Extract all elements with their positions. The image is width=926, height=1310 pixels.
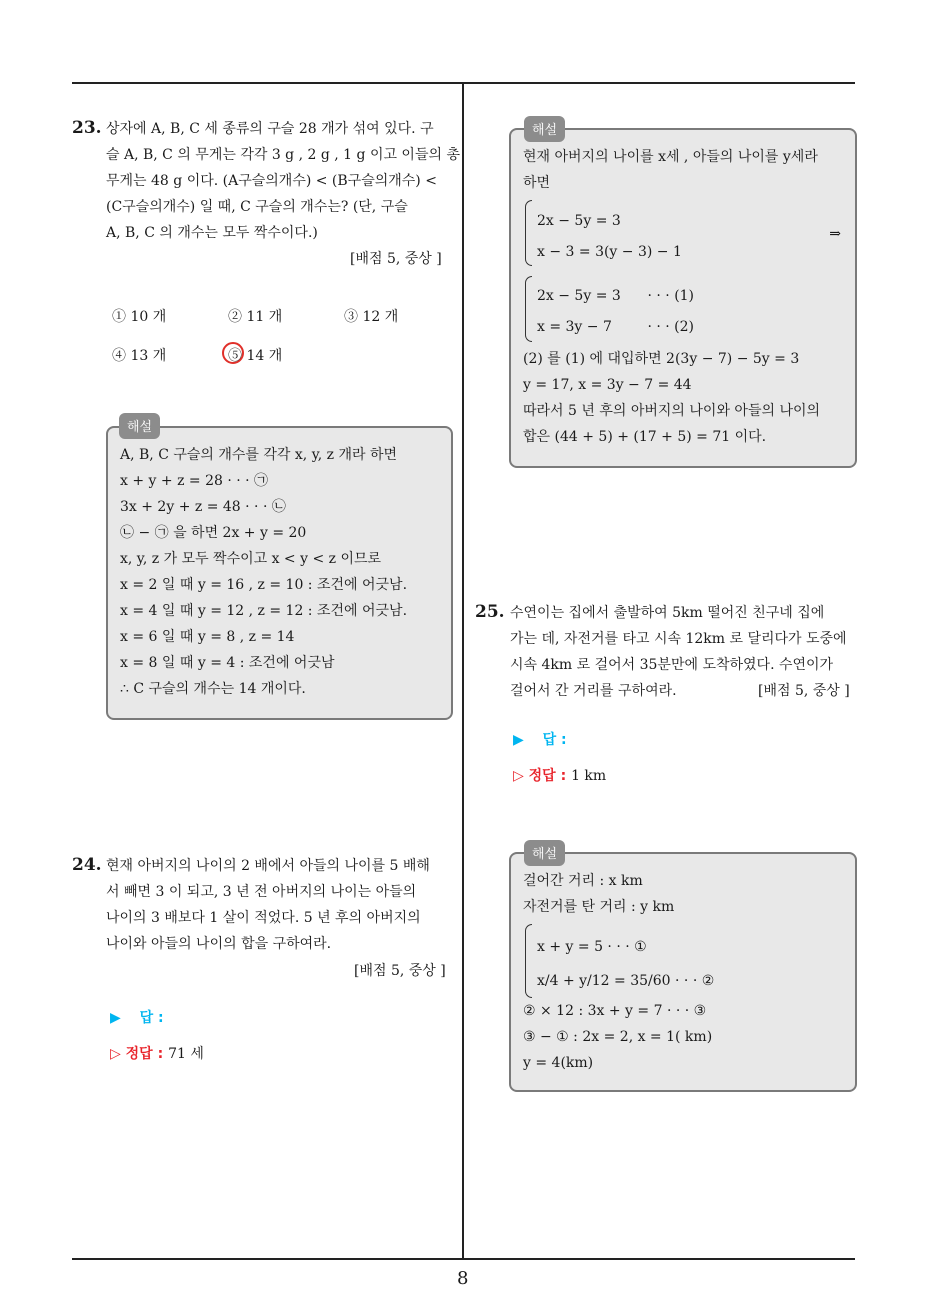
- q25-correct-value: 1 km: [571, 768, 607, 784]
- q24-solution-box: [509, 128, 857, 468]
- q25-solution-line: ③ − ① : 2x = 2, x = 1( km): [523, 1029, 713, 1045]
- q25-correct-row: [513, 765, 606, 785]
- q25-solution-box: [509, 852, 857, 1092]
- q25-solution-line: 걸어간 거리 : x km: [523, 873, 643, 889]
- system-brace: [525, 276, 532, 342]
- q25-solution-tag: 해설: [524, 840, 565, 866]
- q23-solution-line: ∴ C 구슬의 개수는 14 개이다.: [120, 681, 306, 697]
- implies-arrow: ⇒: [829, 226, 841, 242]
- q24-line: 나이의 3 배보다 1 살이 적었다. 5 년 후의 아버지의: [106, 910, 421, 926]
- q23-line: 무게는 48 g 이다. (A구슬의개수) < (B구슬의개수) <: [106, 173, 437, 189]
- bottom-rule: [72, 1258, 855, 1260]
- q23-score: [배점 5, 중상 ]: [350, 251, 442, 267]
- q24-solution-bottom: [523, 346, 820, 450]
- q25-number: 25.: [475, 602, 505, 622]
- q25-line: 수연이는 집에서 출발하여 5km 떨어진 친구네 집에: [510, 605, 825, 621]
- answer-triangle-icon: ▶: [513, 732, 524, 748]
- q23-line: 슬 A, B, C 의 무게는 각각 3 g , 2 g , 1 g 이고 이들의 총: [106, 147, 460, 163]
- q24-text: [106, 853, 456, 957]
- equation: 2x − 5y = 3 · · · (1): [537, 288, 695, 304]
- q25-solution-bottom: [523, 998, 712, 1076]
- q23-solution-line: x = 2 일 때 y = 16 , z = 10 : 조건에 어긋남.: [120, 577, 408, 593]
- q23-choice-5[interactable]: ⑤ 14 개: [228, 348, 283, 364]
- q24-solution-line: (2) 를 (1) 에 대입하면 2(3y − 7) − 5y = 3: [523, 351, 800, 367]
- q23-number: 23.: [72, 118, 102, 138]
- q23-solution-line: x = 8 일 때 y = 4 : 조건에 어긋남: [120, 655, 335, 671]
- top-rule: [72, 82, 855, 84]
- q25-solution-line: y = 4(km): [523, 1055, 594, 1071]
- q25-score: [배점 5, 중상 ]: [758, 683, 850, 699]
- equation: x = 3y − 7 · · · (2): [537, 319, 695, 335]
- page-number: 8: [457, 1268, 469, 1289]
- q23-solution-line: x = 6 일 때 y = 8 , z = 14: [120, 629, 295, 645]
- q25-line: 걸어서 간 거리를 구하여라.: [510, 683, 677, 699]
- q23-solution-line: 3x + 2y + z = 48 · · · ㉡: [120, 499, 286, 515]
- q23-solution-line: x + y + z = 28 · · · ㉠: [120, 473, 269, 489]
- q23-choice-3[interactable]: ③ 12 개: [344, 309, 399, 325]
- q24-solution-tag: 해설: [524, 116, 565, 142]
- equation: x/4 + y/12 = 35/60 · · · ②: [537, 973, 715, 989]
- q23-choice-4[interactable]: ④ 13 개: [112, 348, 167, 364]
- q23-choice-2[interactable]: ② 11 개: [228, 309, 283, 325]
- equation: 2x − 5y = 3: [537, 213, 621, 229]
- q23-choice-1[interactable]: ① 10 개: [112, 309, 167, 325]
- q24-solution-line: 현재 아버지의 나이를 x세 , 아들의 나이를 y세라: [523, 149, 818, 165]
- q25-answer-row[interactable]: [513, 729, 567, 749]
- q25-solution-line: 자전거를 탄 거리 : y km: [523, 899, 675, 915]
- q24-solution-line: 따라서 5 년 후의 아버지의 나이와 아들의 나이의: [523, 403, 821, 419]
- equation: x − 3 = 3(y − 3) − 1: [537, 244, 682, 260]
- q24-system-2: [537, 281, 694, 343]
- q23-solution-line: x, y, z 가 모두 짝수이고 x < y < z 이므로: [120, 551, 382, 567]
- q25-system: [537, 930, 714, 998]
- q23-solution-line: ㉡ − ㉠ 을 하면 2x + y = 20: [120, 525, 307, 541]
- q23-line: 상자에 A, B, C 세 종류의 구슬 28 개가 섞여 있다. 구: [106, 121, 434, 137]
- q24-number: 24.: [72, 855, 102, 875]
- q24-solution-line: 하면: [523, 175, 551, 191]
- q23-line: (C구슬의개수) 일 때, C 구슬의 개수는? (단, 구슬: [106, 199, 408, 215]
- q24-line: 나이와 아들의 나이의 합을 구하여라.: [106, 936, 332, 952]
- q24-answer-label: 답 :: [139, 1010, 164, 1026]
- q24-correct-row: [110, 1043, 204, 1063]
- q23-solution-line: x = 4 일 때 y = 12 , z = 12 : 조건에 어긋남.: [120, 603, 408, 619]
- q24-correct-label: 정답 :: [125, 1046, 164, 1062]
- q23-line: A, B, C 의 개수는 모두 짝수이다.): [106, 225, 318, 241]
- q24-score: [배점 5, 중상 ]: [354, 963, 446, 979]
- q24-answer-row[interactable]: [110, 1007, 164, 1027]
- q23-solution-tag: 해설: [119, 413, 160, 439]
- column-divider: [462, 82, 464, 1260]
- q23-text: [106, 116, 460, 246]
- q25-line: 시속 4km 로 걸어서 35분만에 도착하였다. 수연이가: [510, 657, 834, 673]
- q24-correct-value: 71 세: [168, 1046, 204, 1062]
- q23-solution-line: A, B, C 구슬의 개수를 각각 x, y, z 개라 하면: [120, 447, 398, 463]
- q24-system-1: [537, 206, 682, 268]
- q25-solution-lines: [523, 868, 845, 920]
- system-brace: [525, 924, 532, 998]
- q23-solution-box: [106, 426, 453, 720]
- q25-answer-label: 답 :: [542, 732, 567, 748]
- q24-solution-lines: [523, 144, 845, 196]
- correct-triangle-icon: ▷: [110, 1046, 121, 1062]
- correct-triangle-icon: ▷: [513, 768, 524, 784]
- q25-line: 가는 데, 자전거를 타고 시속 12km 로 달리다가 도중에: [510, 631, 847, 647]
- q23-solution-lines: [120, 442, 441, 702]
- q25-correct-label: 정답 :: [528, 768, 567, 784]
- system-brace: [525, 200, 532, 266]
- q24-solution-line: y = 17, x = 3y − 7 = 44: [523, 377, 692, 393]
- q25-solution-line: ② × 12 : 3x + y = 7 · · · ③: [523, 1003, 707, 1019]
- q24-line: 현재 아버지의 나이의 2 배에서 아들의 나이를 5 배해: [106, 858, 430, 874]
- answer-triangle-icon: ▶: [110, 1010, 121, 1026]
- q24-solution-line: 합은 (44 + 5) + (17 + 5) = 71 이다.: [523, 429, 767, 445]
- equation: x + y = 5 · · · ①: [537, 939, 647, 955]
- q24-line: 서 빼면 3 이 되고, 3 년 전 아버지의 나이는 아들의: [106, 884, 417, 900]
